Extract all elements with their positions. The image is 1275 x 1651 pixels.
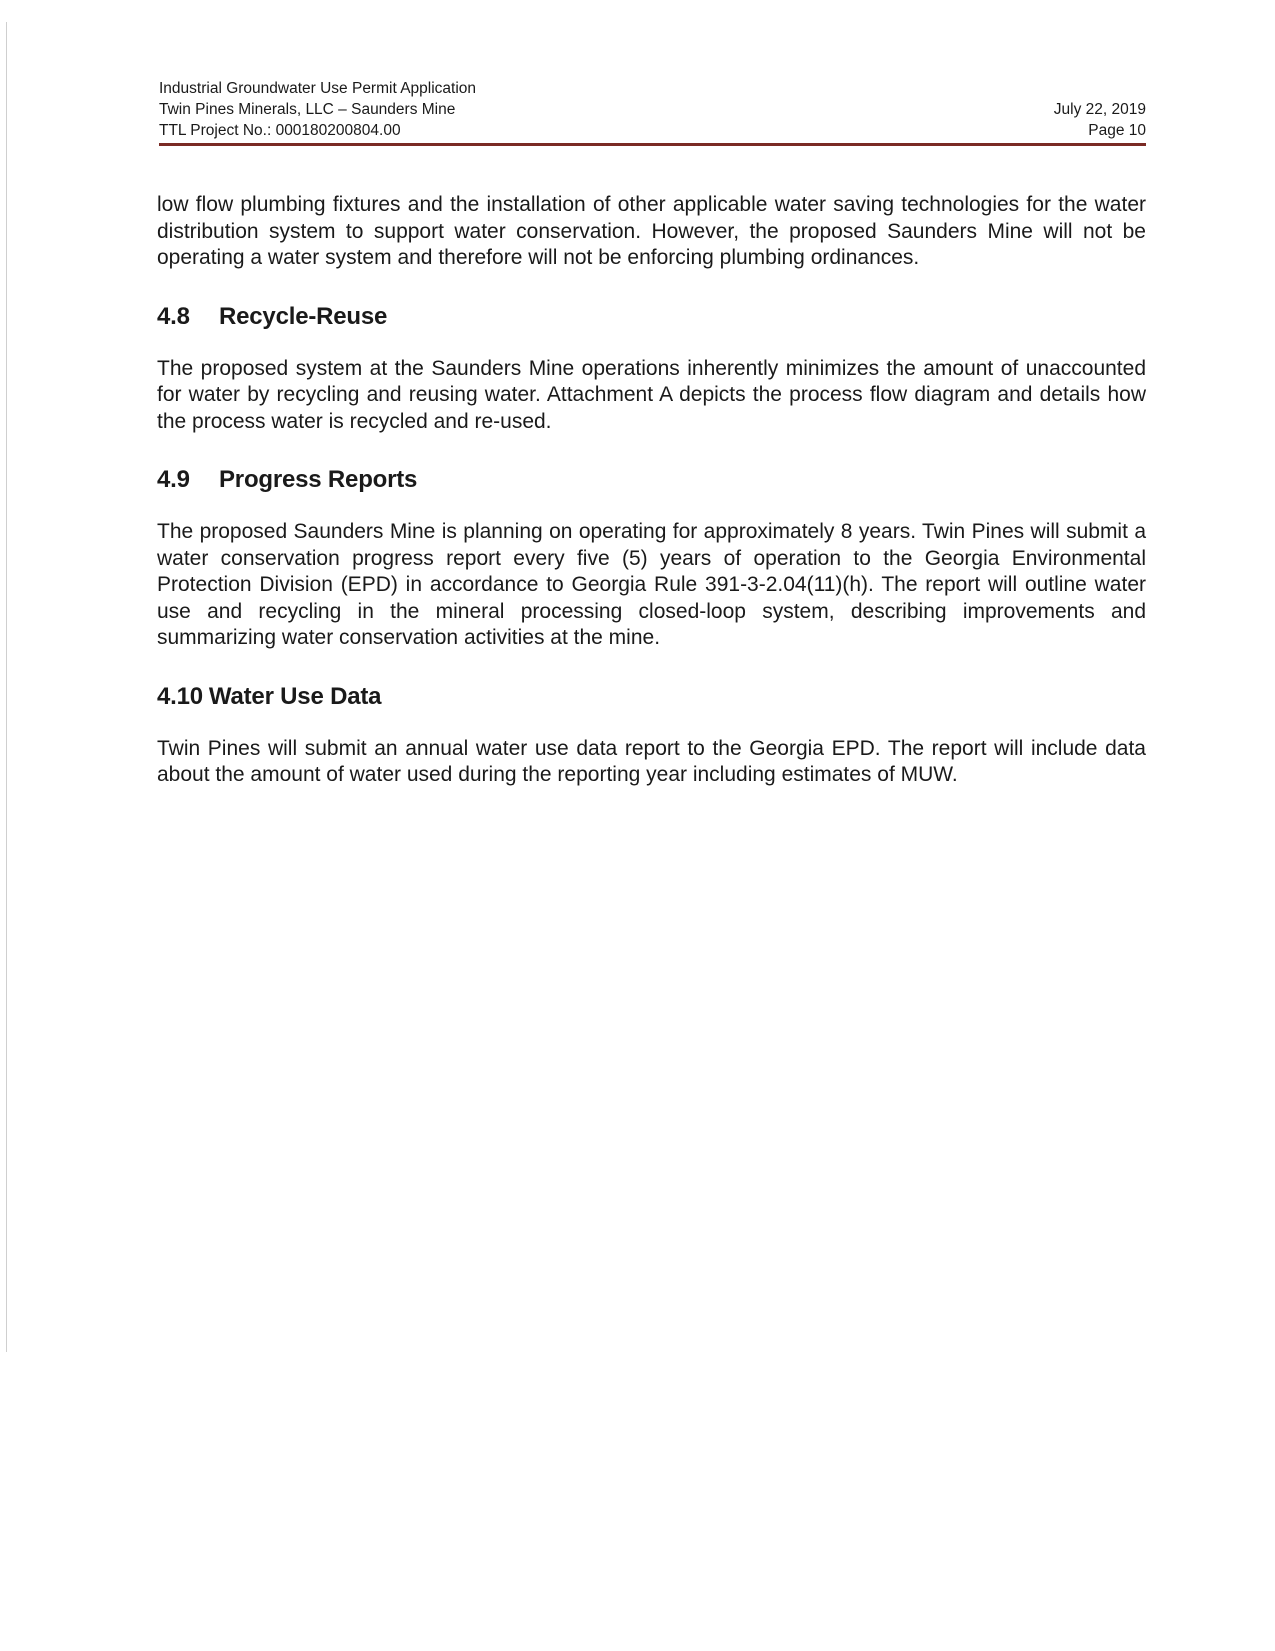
section-title: Water Use Data [208,682,382,710]
header-date: July 22, 2019 [1053,101,1146,118]
section-title: Recycle-Reuse [219,302,388,330]
section-number: 4.10 [157,682,203,710]
header-document-title: Industrial Groundwater Use Permit Application [159,80,477,97]
section-number: 4.9 [157,466,190,493]
intro-paragraph: low flow plumbing fixtures and the installation of other applicable water saving technologies for the water distribution system to support water conservation. However, the proposed Saunders Mine will not be operating a water system and therefore will not be enforcing plumbing ordinances. [157,193,1146,269]
section-body-4-10: Twin Pines will submit an annual water use data report to the Georgia EPD. The report will include data about the amount of water used during the reporting year including estimates of MUW. [157,736,1146,786]
header-project-number: TTL Project No.: 000180200804.00 [159,122,401,139]
header-right-block [1054,99,1146,141]
header-client: Twin Pines Minerals, LLC – Saunders Mine [159,101,456,118]
page-body [157,192,1146,789]
header-left-block [159,78,476,141]
page-header [159,78,1146,142]
section-body-4-9: The proposed Saunders Mine is planning on operating for approximately 8 years. Twin Pines will submit a water conservation progress report every five (5) years of operation to the Georgia Environmental Protection Division (EPD) in accordance to Georgia Rule 391-3-2.04(11)(h). The report will outline water use and recycling in the mineral processing closed-loop system, describing improvements and summarizing water conservation activities at the mine. [157,520,1146,649]
section-title: Progress Reports [219,466,418,493]
scan-edge-line [6,22,7,1352]
header-divider [159,143,1146,146]
section-number: 4.8 [157,302,190,330]
section-body-4-8: The proposed system at the Saunders Mine operations inherently minimizes the amount of unaccounted for water by recycling and reusing water. Attachment A depicts the process flow diagram and details how the process water is recycled and re-used. [157,356,1146,433]
section-heading-4-8 [157,302,1146,332]
section-heading-4-9 [157,465,1146,495]
section-heading-4-10 [157,682,1146,712]
header-page-number: Page 10 [1088,122,1146,139]
